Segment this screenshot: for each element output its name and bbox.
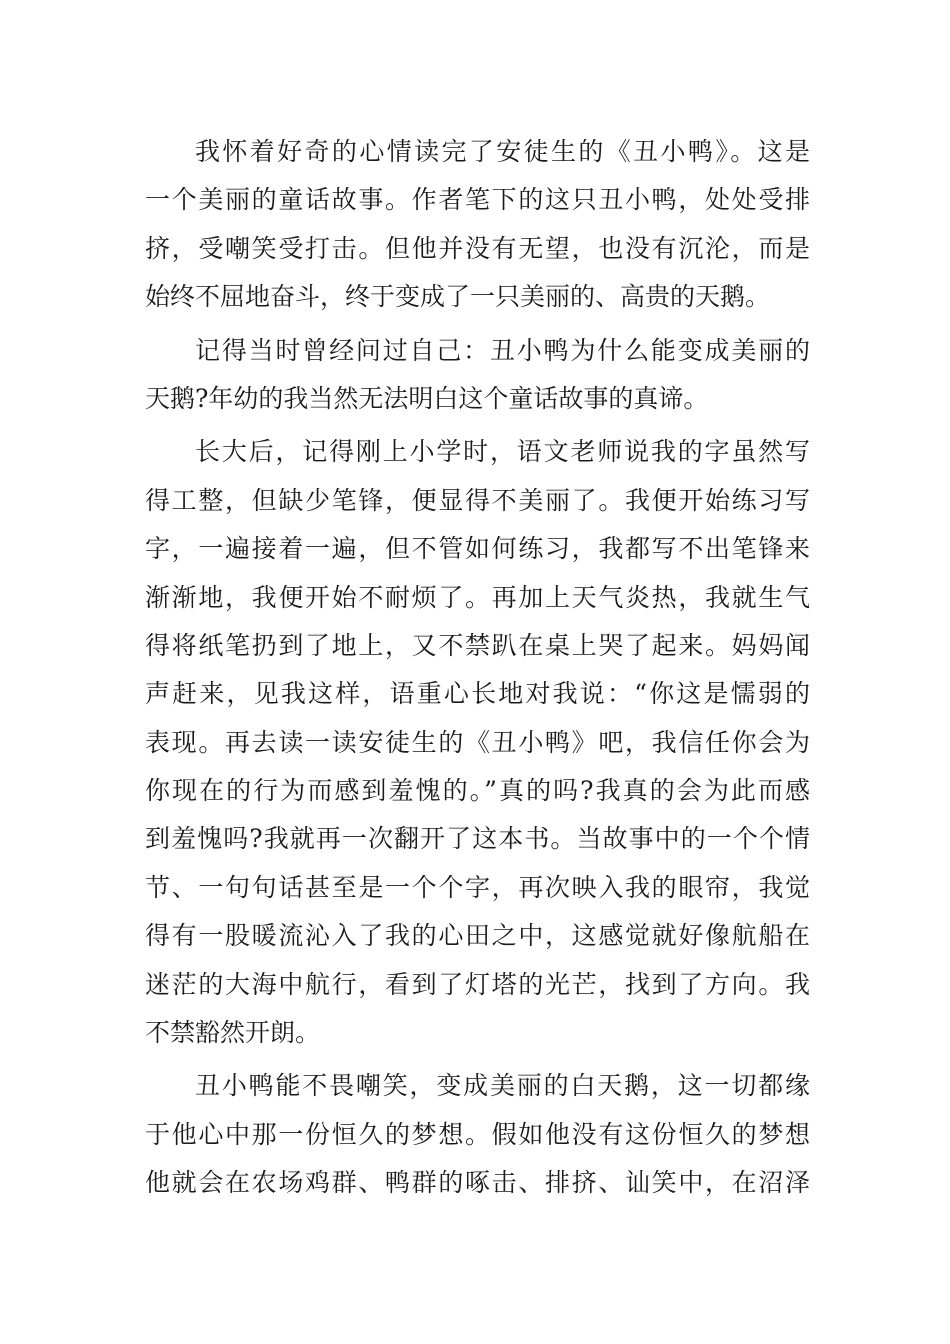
essay-body [145,128,810,1208]
text-line: 于他心中那一份恒久的梦想。假如他没有这份恒久的梦想 [145,1119,810,1149]
text-line: 长大后，记得刚上小学时，语文老师说我的字虽然写 [195,437,810,467]
text-line: 始终不屈地奋斗，终于变成了一只美丽的、高贵的天鹅。 [145,282,771,312]
text-line: 丑小鸭能不畏嘲笑，变成美丽的白天鹅，这一切都缘 [195,1071,810,1101]
text-line: 他就会在农场鸡群、鸭群的啄击、排挤、讪笑中，在沼泽 [145,1168,810,1198]
text-line: 字，一遍接着一遍，但不管如何练习，我都写不出笔锋来 [145,534,810,564]
text-line: 节、一句句话甚至是一个个字，再次映入我的眼帘，我觉 [145,872,810,902]
text-line: 得有一股暖流沁入了我的心田之中，这感觉就好像航船在 [145,921,810,951]
text-line: 得将纸笔扔到了地上，又不禁趴在桌上哭了起来。妈妈闻 [145,630,810,660]
text-line: 我怀着好奇的心情读完了安徒生的《丑小鸭》。这是 [195,137,810,166]
paragraph-3 [145,428,810,1057]
paragraph-2 [145,327,810,424]
text-line: 渐渐地，我便开始不耐烦了。再加上天气炎热，我就生气 [145,582,810,612]
text-line: 到羞愧吗?我就再一次翻开了这本书。当故事中的一个个情 [145,824,810,854]
paragraph-4 [145,1062,810,1207]
text-line: 迷茫的大海中航行，看到了灯塔的光芒，找到了方向。我 [145,969,810,999]
text-line: 不禁豁然开朗。 [145,1018,321,1048]
text-line: 得工整，但缺少笔锋，便显得不美丽了。我便开始练习写 [145,485,810,515]
text-line: 挤，受嘲笑受打击。但他并没有无望，也没有沉沦，而是 [145,233,810,263]
paragraph-1 [145,128,810,322]
text-line: 记得当时曾经问过自己：丑小鸭为什么能变成美丽的 [195,335,810,365]
text-line: 天鹅?年幼的我当然无法明白这个童话故事的真谛。 [145,383,709,413]
text-line: 一个美丽的童话故事。作者笔下的这只丑小鸭，处处受排 [145,185,810,215]
text-line: 你现在的行为而感到羞愧的。”真的吗?我真的会为此而感 [145,776,810,806]
text-line: 声赶来，见我这样，语重心长地对我说：“你这是懦弱的 [145,679,810,709]
text-line: 表现。再去读一读安徒生的《丑小鸭》吧，我信任你会为 [145,727,810,757]
